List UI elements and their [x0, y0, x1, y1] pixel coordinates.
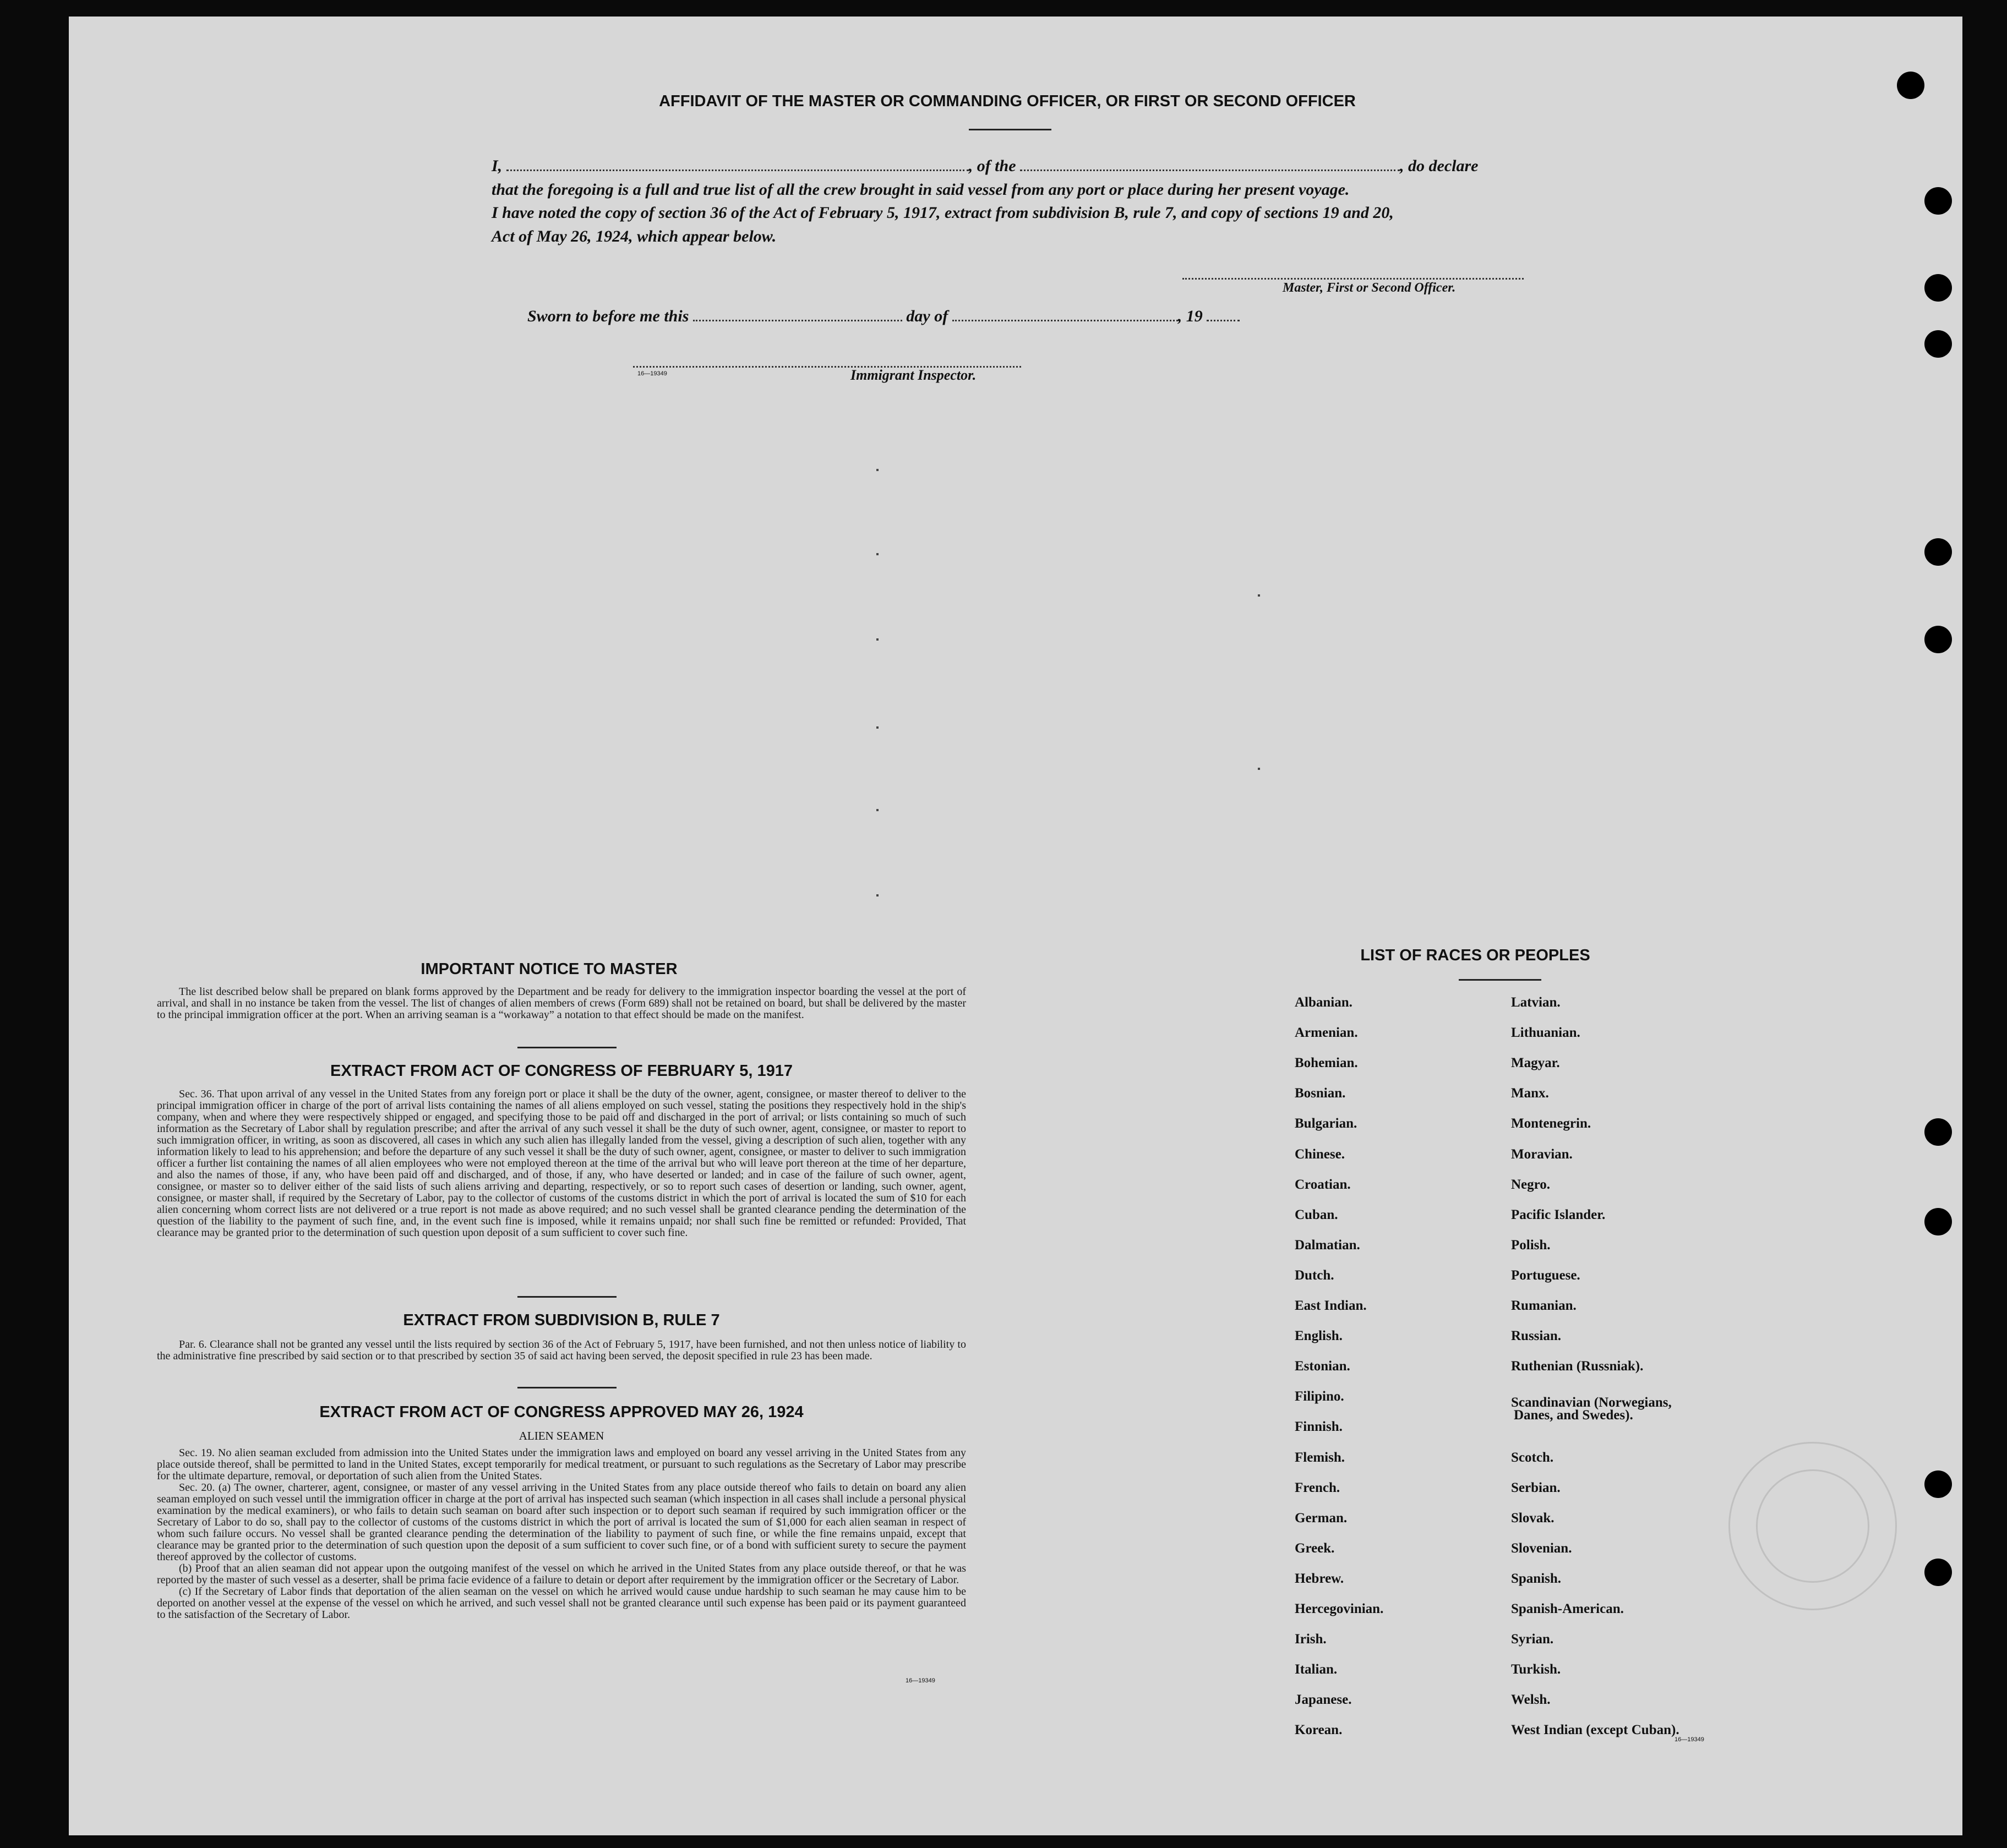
race-item: Scotch. — [1511, 1450, 1554, 1465]
race-item: Finnish. — [1295, 1419, 1343, 1435]
extract-1924-body — [157, 1447, 966, 1621]
race-item: Armenian. — [1295, 1025, 1358, 1041]
race-item: Dutch. — [1295, 1267, 1334, 1283]
races-form-number: 16—19349 — [1675, 1736, 1704, 1743]
fold-speck — [876, 894, 879, 896]
race-item: Greek. — [1295, 1540, 1335, 1556]
sec-19: Sec. 19. No alien seaman excluded from admission into the United States under the immigration laws and employed on board any vessel arriving in the United States from any place outside thereof, shall be permitted to land in the United States, except temporarily for medical treatment, or pursuant to such regulations as the Secretary of Labor may prescribe for the ultimate departure, removal, or deportation of such alien from the United States. — [157, 1447, 966, 1482]
race-item: Manx. — [1511, 1086, 1549, 1101]
race-item: Lithuanian. — [1511, 1025, 1580, 1041]
notice-body: The list described below shall be prepared on blank forms approved by the Department and be ready for delivery to the immigration inspector boarding the vessel at the port of arrival, and shall in no instance be taken from the vessel. The list of changes of alien members of crews (Form 689) shall not be retained on board, but shall be delivered by the master to the principal immigration officer at the port. When an arriving seaman is a “workaway” a notation to that effect should be made on the manifest. — [157, 986, 966, 1021]
race-item: Polish. — [1511, 1237, 1551, 1253]
race-item: German. — [1295, 1510, 1348, 1526]
race-item: Korean. — [1295, 1723, 1343, 1738]
race-item: Filipino. — [1295, 1389, 1344, 1404]
binder-hole — [1924, 538, 1952, 566]
affidavit-line-3: I have noted the copy of section 36 of the Act of February 5, 1917, extract from subdivision B, rule 7, and copy of sections 19 and 20, — [492, 204, 1394, 222]
race-item: English. — [1295, 1328, 1343, 1344]
affidavit-line-2: that the foregoing is a full and true list of all the crew brought in said vessel from any port or place during her present voyage. — [492, 181, 1350, 199]
fold-speck — [876, 809, 879, 811]
declare-label: , do declare — [1400, 157, 1479, 175]
binder-hole — [1924, 626, 1952, 653]
sec-20c: (c) If the Secretary of Labor finds that deportation of the alien seaman on the vessel on which he arrived would cause undue hardship to such seaman he may cause him to be deported on another vessel at the expense of the vessel on which he arrived, and such vessel shall not be granted clearance until such expense has been paid or its payment guaranteed to the satisfaction of the Secretary of Labor. — [157, 1585, 966, 1621]
fold-speck — [1258, 594, 1260, 597]
race-item: Turkish. — [1511, 1662, 1561, 1677]
extract-1924-subtitle: ALIEN SEAMEN — [519, 1429, 604, 1442]
affidavit-form-number: 16—19349 — [637, 370, 667, 377]
fold-speck — [876, 638, 879, 641]
race-item: Cuban. — [1295, 1207, 1338, 1222]
notice-rule — [517, 1047, 617, 1048]
day-of-label: day of — [906, 307, 948, 325]
extract-rule7-title: EXTRACT FROM SUBDIVISION B, RULE 7 — [403, 1311, 720, 1329]
sworn-line — [527, 307, 1240, 326]
race-item: Syrian. — [1511, 1632, 1554, 1647]
race-item: Hebrew. — [1295, 1571, 1344, 1586]
binder-hole — [1897, 72, 1924, 99]
race-item: Albanian. — [1295, 995, 1352, 1010]
extract-1917-body: Sec. 36. That upon arrival of any vessel in the United States from any foreign port or place it shall be the duty of the owner, agent, consignee, or master thereof to deliver to the principal immigration officer in charge of the port of arrival lists containing the names of all aliens employed on such vessel, stating the positions they respectively hold in the ship's company, when and where they were respectively shipped or engaged, and specifying those to be paid off and discharged in the port of arrival; or lists containing so much of such information as the Secretary of Labor shall by regulation prescribe; and after the arrival of any such vessel it shall be the duty of such owner, agent, consignee, or master to report to such immigration officer, in writing, as soon as discovered, all cases in which any such alien has illegally landed from the vessel, giving a description of such alien, together with any information likely to lead to his apprehension; and before the departure of any such vessel it shall be the duty of such owner, agent, consignee, or master to deliver to such immigration officer a further list containing the names of all alien employees who were not employed thereon at the time of the arrival but who will leave port thereon at the time of her departure, and also the names of those, if any, who have been paid off and discharged, and of those, if any, who have deserted or landed; and in case of the failure of such owner, agent, consignee, or master so to deliver either of the said lists of such aliens arriving and departing, respectively, or so to report such cases of desertion or landing, such owner, agent, consignee, or master shall, if required by the Secretary of Labor, pay to the collector of customs of the customs district in which the port of arrival is located the sum of $10 for each alien concerning whom correct lists are not delivered or a true report is not made as above required; and no such vessel shall be granted clearance pending the determination of the question of the liability to the payment of such fine, and, in the event such fine is imposed, while it remains unpaid; nor shall such fine be remitted or refunded: Provided, That clearance may be granted prior to the determination of such question upon deposit of a sum sufficient to cover such fine. — [157, 1088, 966, 1239]
race-item: Estonian. — [1295, 1359, 1350, 1374]
race-item: Spanish-American. — [1511, 1601, 1624, 1616]
binder-hole — [1924, 1559, 1952, 1586]
fold-speck — [876, 553, 879, 555]
binder-hole — [1924, 187, 1952, 215]
fold-speck — [876, 726, 879, 729]
race-item: Dalmatian. — [1295, 1237, 1360, 1253]
vessel-field[interactable] — [1020, 158, 1400, 171]
sec-20b: (b) Proof that an alien seaman did not appear upon the outgoing manifest of the vessel on which he arrived in the United States from any place outside thereof, or that he was reported by the master of such vessel as a deserter, shall be prima facie evidence of a failure to detain or deport after requirement by the immigration officer or the Secretary of Labor. — [157, 1562, 966, 1586]
race-item: Pacific Islander. — [1511, 1207, 1606, 1222]
master-signature-field[interactable] — [1182, 267, 1524, 280]
race-item: Slovenian. — [1511, 1540, 1572, 1556]
race-item: West Indian (except Cuban). — [1511, 1723, 1679, 1738]
binder-hole — [1924, 274, 1952, 302]
extract-rule7-body: Par. 6. Clearance shall not be granted any vessel until the lists required by section 36 of the Act of February 5, 1917, have been furnished, and not then unless notice of liability to the administrative fine prescribed by said section or to that prescribed by section 35 of said act having been served, the deposit specified in rule 23 has been made. — [157, 1338, 966, 1362]
race-item: East Indian. — [1295, 1298, 1367, 1313]
race-item: Slovak. — [1511, 1510, 1555, 1526]
sworn-month-field[interactable] — [952, 309, 1178, 321]
race-item: Flemish. — [1295, 1450, 1345, 1465]
seal-stamp-inner — [1756, 1469, 1869, 1583]
inspector-signature-field[interactable] — [633, 355, 1021, 368]
affidavit-i-label: I, — [492, 157, 503, 175]
affidavit-line-4: Act of May 26, 1924, which appear below. — [492, 227, 777, 245]
master-signature-label: Master, First or Second Officer. — [1283, 281, 1456, 295]
affidavit-title-rule — [969, 129, 1051, 130]
binder-hole — [1924, 1470, 1952, 1498]
race-item: Portuguese. — [1511, 1267, 1580, 1283]
races-title-rule — [1459, 979, 1541, 981]
sworn-year-field[interactable] — [1207, 309, 1240, 321]
race-item: Latvian. — [1511, 995, 1561, 1010]
extract-rule7-rule — [517, 1387, 617, 1388]
race-item: Italian. — [1295, 1662, 1338, 1677]
race-item: Rumanian. — [1511, 1298, 1577, 1313]
extract-1924-title: EXTRACT FROM ACT OF CONGRESS APPROVED MAY 26, 1924 — [319, 1403, 804, 1421]
race-item: Chinese. — [1295, 1146, 1345, 1162]
name-field[interactable] — [506, 158, 969, 171]
extract-1924-form-number: 16—19349 — [906, 1677, 935, 1684]
race-item: Bohemian. — [1295, 1056, 1358, 1071]
binder-hole — [1924, 330, 1952, 358]
extract-1917-rule — [517, 1296, 617, 1298]
race-item: Negro. — [1511, 1177, 1551, 1192]
race-item: Serbian. — [1511, 1480, 1561, 1495]
sec-20a: Sec. 20. (a) The owner, charterer, agent, consignee, or master of any vessel arriving in the United States from any place outside thereof who fails to detain on board any alien seaman employed on such vessel until the immigration officer in charge at the port of arrival has inspected such seaman (which inspection in all cases shall include a personal physical examination by the medical examiners), or who fails to detain such seaman on board after such inspection or to deport such seaman if required by such immigration officer or the Secretary of Labor to do so, shall pay to the collector of customs of the customs district in which the port of arrival is located the sum of $1,000 for each alien seaman in respect of whom such failure occurs. No vessel shall be granted clearance pending the determination of the liability to payment of such fine, or while the fine remains unpaid, except that clearance may be granted prior to the determination of such question upon the deposit of a sum sufficient to cover such fine, or of a bond with sufficient surety to secure the payment thereof approved by the collector of customs. — [157, 1481, 966, 1563]
race-item: Hercegovinian. — [1295, 1601, 1384, 1616]
race-item: Moravian. — [1511, 1146, 1573, 1162]
race-item: Magyar. — [1511, 1056, 1560, 1071]
race-item: Russian. — [1511, 1328, 1562, 1344]
races-title: LIST OF RACES OR PEOPLES — [1360, 947, 1590, 964]
year-label: , 19 — [1177, 307, 1203, 325]
fold-speck — [876, 469, 879, 471]
race-item: Bulgarian. — [1295, 1116, 1357, 1131]
sworn-label: Sworn to before me this — [527, 307, 689, 325]
sworn-day-field[interactable] — [693, 309, 902, 321]
race-item: Danes, and Swedes). — [1514, 1408, 1633, 1423]
race-item: Ruthenian (Russniak). — [1511, 1359, 1644, 1374]
binder-hole — [1924, 1208, 1952, 1235]
inspector-label: Immigrant Inspector. — [850, 367, 977, 383]
race-item: Croatian. — [1295, 1177, 1351, 1192]
race-item: Japanese. — [1295, 1692, 1352, 1708]
race-item: Scandinavian (Norwegians, — [1511, 1395, 1672, 1410]
extract-1917-title: EXTRACT FROM ACT OF CONGRESS OF FEBRUARY 5, 1917 — [330, 1062, 793, 1080]
race-item: Bosnian. — [1295, 1086, 1346, 1101]
race-item: Montenegrin. — [1511, 1116, 1591, 1131]
affidavit-line-1 — [492, 157, 1548, 176]
fold-speck — [1258, 768, 1260, 770]
binder-hole — [1924, 1118, 1952, 1146]
notice-title: IMPORTANT NOTICE TO MASTER — [421, 960, 678, 978]
race-item: Spanish. — [1511, 1571, 1562, 1586]
race-item: Welsh. — [1511, 1692, 1551, 1708]
affidavit-title: AFFIDAVIT OF THE MASTER OR COMMANDING OFFICER, OR FIRST OR SECOND OFFICER — [659, 92, 1356, 110]
of-the-label: , of the — [968, 157, 1016, 175]
race-item: French. — [1295, 1480, 1340, 1495]
race-item: Irish. — [1295, 1632, 1327, 1647]
